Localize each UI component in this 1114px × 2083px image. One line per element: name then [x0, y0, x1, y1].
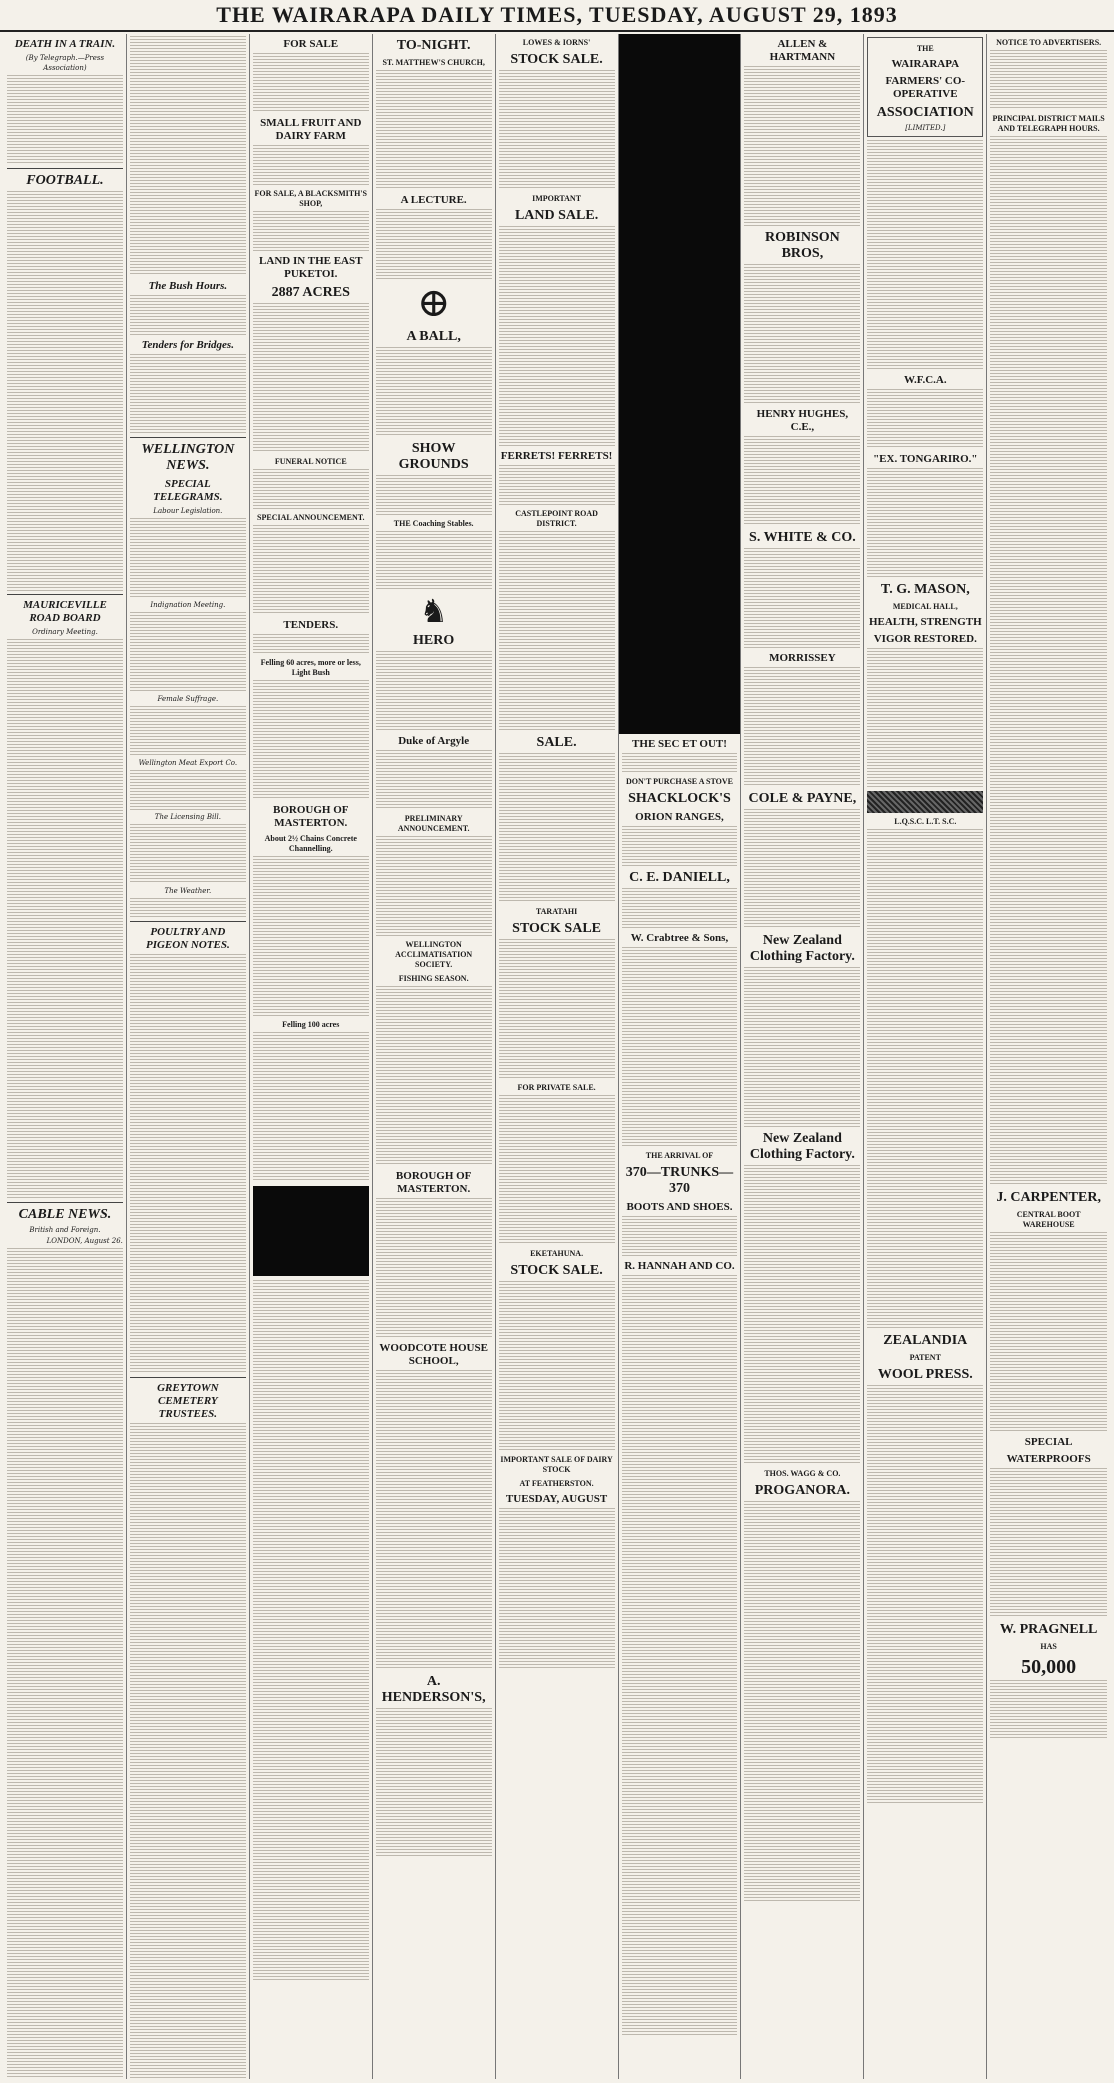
ad-text [253, 856, 369, 1016]
borough-headline: BOROUGH OF MASTERTON. [273, 804, 349, 829]
mauriceville-subline: Ordinary Meeting. [32, 628, 98, 636]
special-announcement-headline: SPECIAL ANNOUNCEMENT. [257, 513, 365, 522]
ad-text [990, 1468, 1107, 1618]
ad-text [499, 939, 615, 1079]
tuesday-headline: TUESDAY, AUGUST [505, 1493, 608, 1505]
football-headline: FOOTBALL. [26, 173, 104, 188]
private-sale-headline: FOR PRIVATE SALE. [517, 1083, 596, 1092]
concrete-headline: About 2½ Chains Concrete Channelling. [264, 834, 357, 853]
blacksmith-headline: FOR SALE, A BLACKSMITH'S SHOP, [254, 189, 367, 208]
sale-headline: SALE. [536, 735, 577, 750]
felling-headline: Felling 60 acres, more or less, Light Bush [260, 658, 361, 677]
ad-text [253, 303, 369, 453]
ferrets-headline: FERRETS! FERRETS! [500, 450, 613, 462]
article-text [130, 954, 246, 1374]
horse-icon: ♞ [419, 592, 449, 630]
death-subline: (By Telegraph.—Press Association) [25, 54, 105, 72]
pragnell-headline: W. PRAGNELL [999, 1622, 1098, 1637]
licensing-subhead: The Licensing Bill. [154, 813, 221, 821]
article-text [7, 191, 123, 591]
special-headline: SPECIAL [1024, 1436, 1073, 1448]
stock-sale3-headline: STOCK SALE. [510, 1263, 603, 1278]
ad-text [744, 667, 860, 787]
orion-headline: ORION RANGES, [635, 811, 724, 823]
ad-text [867, 829, 983, 1329]
divider [7, 168, 123, 169]
ad-text [990, 1680, 1107, 1740]
medical-hall-headline: MEDICAL HALL, [892, 602, 958, 611]
waterproofs-headline: WATERPROOFS [1006, 1453, 1091, 1465]
special-telegrams-headline: SPECIAL TELEGRAMS. [153, 478, 223, 503]
castlepoint-headline: CASTLEPOINT ROAD DISTRICT. [515, 509, 598, 528]
tenders-headline: TENDERS. [283, 619, 339, 631]
article-text [7, 1248, 123, 2079]
lqsc-headline: L.Q.S.C. L.T. S.C. [894, 817, 957, 826]
wfca-box [867, 37, 983, 137]
ad-text [499, 1095, 615, 1245]
henderson-headline: A. HENDERSON'S, [381, 1674, 486, 1705]
small-farm-headline: SMALL FRUIT AND DAIRY FARM [260, 117, 362, 142]
important-headline: IMPORTANT [532, 194, 582, 203]
health-headline: HEALTH, STRENGTH [868, 616, 982, 628]
article-text [130, 824, 246, 884]
ad-text [376, 209, 492, 279]
trunks-headline: 370—TRUNKS—370 [625, 1165, 734, 1196]
quantity-headline: 50,000 [1021, 1656, 1077, 1678]
acclimatisation-headline: WELLINGTON ACCLIMATISATION SOCIETY. [395, 940, 473, 969]
preliminary-headline: PRELIMINARY ANNOUNCEMENT. [397, 814, 470, 833]
boots-headline: BOOTS AND SHOES. [626, 1201, 733, 1213]
ad-text [867, 389, 983, 449]
article-text [130, 770, 246, 810]
dont-purchase-headline: DON'T PURCHASE A STOVE [625, 777, 734, 786]
ad-text [253, 53, 369, 113]
black-ad-block [253, 1186, 369, 1276]
central-boot-headline: CENTRAL BOOT WAREHOUSE [1016, 1210, 1081, 1229]
article-text [130, 1423, 246, 2079]
article-text [130, 518, 246, 598]
ad-text [376, 1708, 492, 1858]
allen-headline: ALLEN & HARTMANN [769, 38, 836, 63]
ad-text [376, 1370, 492, 1670]
carpenter-headline: J. CARPENTER, [996, 1190, 1101, 1205]
dairy-headline: IMPORTANT SALE OF DAIRY STOCK [500, 1455, 613, 1474]
divider [130, 437, 246, 438]
wfca-headline: W.F.C.A. [904, 374, 947, 386]
ad-text [744, 264, 860, 404]
column-5 [496, 34, 619, 2079]
ad-text [744, 66, 860, 226]
ad-text [376, 1198, 492, 1338]
hughes-headline: HENRY HUGHES, C.E., [756, 408, 849, 433]
woodcote-headline: WOODCOTE HOUSE SCHOOL, [379, 1342, 488, 1367]
poultry-headline: POULTRY AND PIGEON NOTES. [145, 926, 230, 951]
column-1 [4, 34, 127, 2079]
hannah-headline: R. HANNAH AND CO. [624, 1260, 735, 1272]
column-6 [619, 34, 742, 2079]
show-grounds-headline: SHOW GROUNDS [398, 441, 469, 472]
column-8 [864, 34, 987, 2079]
cable-subline: British and Foreign. [29, 1226, 101, 1234]
mason-headline: T. G. MASON, [880, 582, 970, 597]
ad-text [253, 145, 369, 185]
ad-text [253, 634, 369, 654]
bush-hours-headline: The Bush Hours. [148, 280, 228, 292]
ad-text [499, 1508, 615, 1668]
divider [130, 921, 246, 922]
ad-text [376, 70, 492, 190]
ball-headline: A BALL, [406, 329, 461, 344]
cable-headline: CABLE NEWS. [18, 1207, 112, 1222]
ad-text [376, 347, 492, 437]
column-9 [987, 34, 1110, 2079]
columns [4, 34, 1110, 2079]
death-headline: DEATH IN A TRAIN. [14, 38, 116, 50]
for-sale-headline: FOR SALE [283, 38, 339, 50]
borough2-headline: BOROUGH OF MASTERTON. [395, 1170, 472, 1195]
ad-text [622, 1216, 738, 1256]
article-text [7, 639, 123, 1199]
article-text [130, 36, 246, 276]
ad-text [744, 1165, 860, 1465]
ad-text [253, 525, 369, 615]
indignation-subhead: Indignation Meeting. [150, 601, 226, 609]
article-text [130, 295, 246, 335]
shacklocks-headline: SHACKLOCK'S [628, 791, 731, 806]
column-2 [127, 34, 250, 2079]
nz-clothing-headline: New Zealand Clothing Factory. [749, 933, 855, 964]
column-3 [250, 34, 373, 2079]
ad-text [622, 1275, 738, 2035]
nz-clothing2-headline: New Zealand Clothing Factory. [749, 1131, 855, 1162]
ad-text [376, 986, 492, 1166]
stock-sale2-headline: STOCK SALE [512, 921, 601, 936]
divider [130, 1377, 246, 1378]
ad-text [376, 531, 492, 591]
ad-text [744, 548, 860, 648]
ad-text [499, 753, 615, 903]
ad-text [376, 651, 492, 731]
ad-text [990, 136, 1107, 1186]
daniell-headline: C. E. DANIELL, [629, 870, 730, 885]
article-text [130, 898, 246, 918]
divider [7, 594, 123, 595]
patent-headline: PATENT [909, 1353, 941, 1362]
ad-text [499, 226, 615, 446]
church-headline: ST. MATTHEW'S CHURCH, [382, 58, 485, 67]
ad-text [499, 531, 615, 731]
ad-text [867, 648, 983, 788]
labour-subhead: Labour Legislation. [153, 507, 223, 515]
zealandia-headline: ZEALANDIA [883, 1333, 968, 1348]
land-sale-headline: LAND SALE. [514, 208, 599, 223]
ad-text [376, 475, 492, 515]
limited-label: [LIMITED.] [905, 124, 946, 132]
signature-banner [867, 791, 983, 813]
ad-text [499, 465, 615, 505]
arrival-headline: THE ARRIVAL OF [645, 1151, 714, 1160]
wellington-news-headline: WELLINGTON NEWS. [141, 442, 235, 473]
wool-press-headline: WOOL PRESS. [877, 1367, 973, 1382]
ad-text [622, 753, 738, 773]
felling100-headline: Felling 100 acres [282, 1020, 340, 1029]
taratahi-headline: TARATAHI [535, 907, 578, 916]
newspaper-title: THE WAIRARAPA DAILY TIMES, TUESDAY, AUGUST 29, 1893 [216, 2, 898, 27]
tongariro-headline: "EX. TONGARIRO." [873, 453, 978, 465]
weather-subhead: The Weather. [164, 887, 212, 895]
female-suffrage-subhead: Female Suffrage. [157, 695, 219, 703]
ad-text [253, 1280, 369, 1980]
wagg-headline: THOS. WAGG & CO. [764, 1469, 841, 1478]
fishing-headline: FISHING SEASON. [398, 974, 469, 983]
stock-sale-headline: STOCK SALE. [510, 52, 603, 67]
notice-headline: NOTICE TO ADVERTISERS. [996, 38, 1102, 47]
ad-text [990, 50, 1107, 110]
cable-dateline: LONDON, August 26. [46, 1237, 123, 1245]
ad-text [867, 468, 983, 578]
lecture-headline: A LECTURE. [400, 194, 467, 206]
mauriceville-headline: MAURICEVILLE ROAD BOARD [23, 599, 107, 624]
ad-text [744, 436, 860, 526]
ad-text [622, 888, 738, 928]
ad-text [499, 1281, 615, 1451]
farmers-label: FARMERS' CO-OPERATIVE [885, 75, 966, 100]
ad-text [867, 1385, 983, 1805]
ad-text [376, 836, 492, 936]
mails-headline: PRINCIPAL DISTRICT MAILS AND TELEGRAPH HOURS. [992, 114, 1105, 133]
column-7 [741, 34, 864, 2079]
argyle-headline: Duke of Argyle [398, 735, 470, 747]
tonight-headline: TO-NIGHT. [396, 38, 471, 53]
black-ad-block [619, 34, 741, 734]
ad-text [867, 140, 983, 370]
cole-payne-headline: COLE & PAYNE, [748, 791, 857, 806]
ad-text [744, 809, 860, 929]
land-east-headline: LAND IN THE EAST PUKETOI. [259, 255, 363, 280]
masonic-emblem-icon: ⊕ [416, 280, 451, 326]
masthead [0, 0, 1114, 32]
article-text [130, 354, 246, 434]
ad-text [253, 680, 369, 800]
greytown-headline: GREYTOWN CEMETERY TRUSTEES. [157, 1382, 219, 1420]
ad-text [499, 70, 615, 190]
ad-text [253, 1032, 369, 1182]
acres-headline: 2887 ACRES [271, 285, 350, 300]
secret-out-headline: THE SEC ET OUT! [632, 738, 727, 750]
ad-text [253, 469, 369, 509]
ad-text [990, 1232, 1107, 1432]
funeral-headline: FUNERAL NOTICE [274, 457, 347, 466]
robinson-headline: ROBINSON BROS, [765, 230, 840, 261]
ad-text [744, 967, 860, 1127]
column-4 [373, 34, 496, 2079]
hero-headline: HERO [413, 633, 455, 648]
wairarapa-label: WAIRARAPA [891, 58, 960, 70]
vigor-headline: VIGOR RESTORED. [873, 633, 977, 645]
article-text [130, 706, 246, 756]
article-text [130, 612, 246, 692]
crabtree-headline: W. Crabtree & Sons, [630, 932, 729, 944]
ad-text [744, 1501, 860, 1901]
white-headline: S. WHITE & CO. [749, 530, 856, 545]
eketahuna-headline: EKETAHUNA. [530, 1249, 584, 1258]
association-label: ASSOCIATION [876, 105, 974, 120]
ad-text [253, 211, 369, 251]
ad-text [376, 750, 492, 810]
proganora-headline: PROGANORA. [754, 1483, 851, 1498]
the-label: THE [916, 44, 934, 53]
lowes-headline: LOWES & IORNS' [522, 38, 591, 47]
featherston-headline: AT FEATHERSTON. [519, 1479, 594, 1488]
has-headline: HAS [1040, 1642, 1057, 1651]
meat-export-subhead: Wellington Meat Export Co. [138, 759, 238, 767]
tenders-bridges-headline: Tenders for Bridges. [141, 339, 234, 351]
divider [7, 1202, 123, 1203]
ad-text [622, 947, 738, 1147]
coaching-headline: THE Coaching Stables. [393, 519, 474, 528]
morrissey-headline: MORRISSEY [769, 652, 836, 664]
article-text [7, 75, 123, 165]
ad-text [622, 826, 738, 866]
